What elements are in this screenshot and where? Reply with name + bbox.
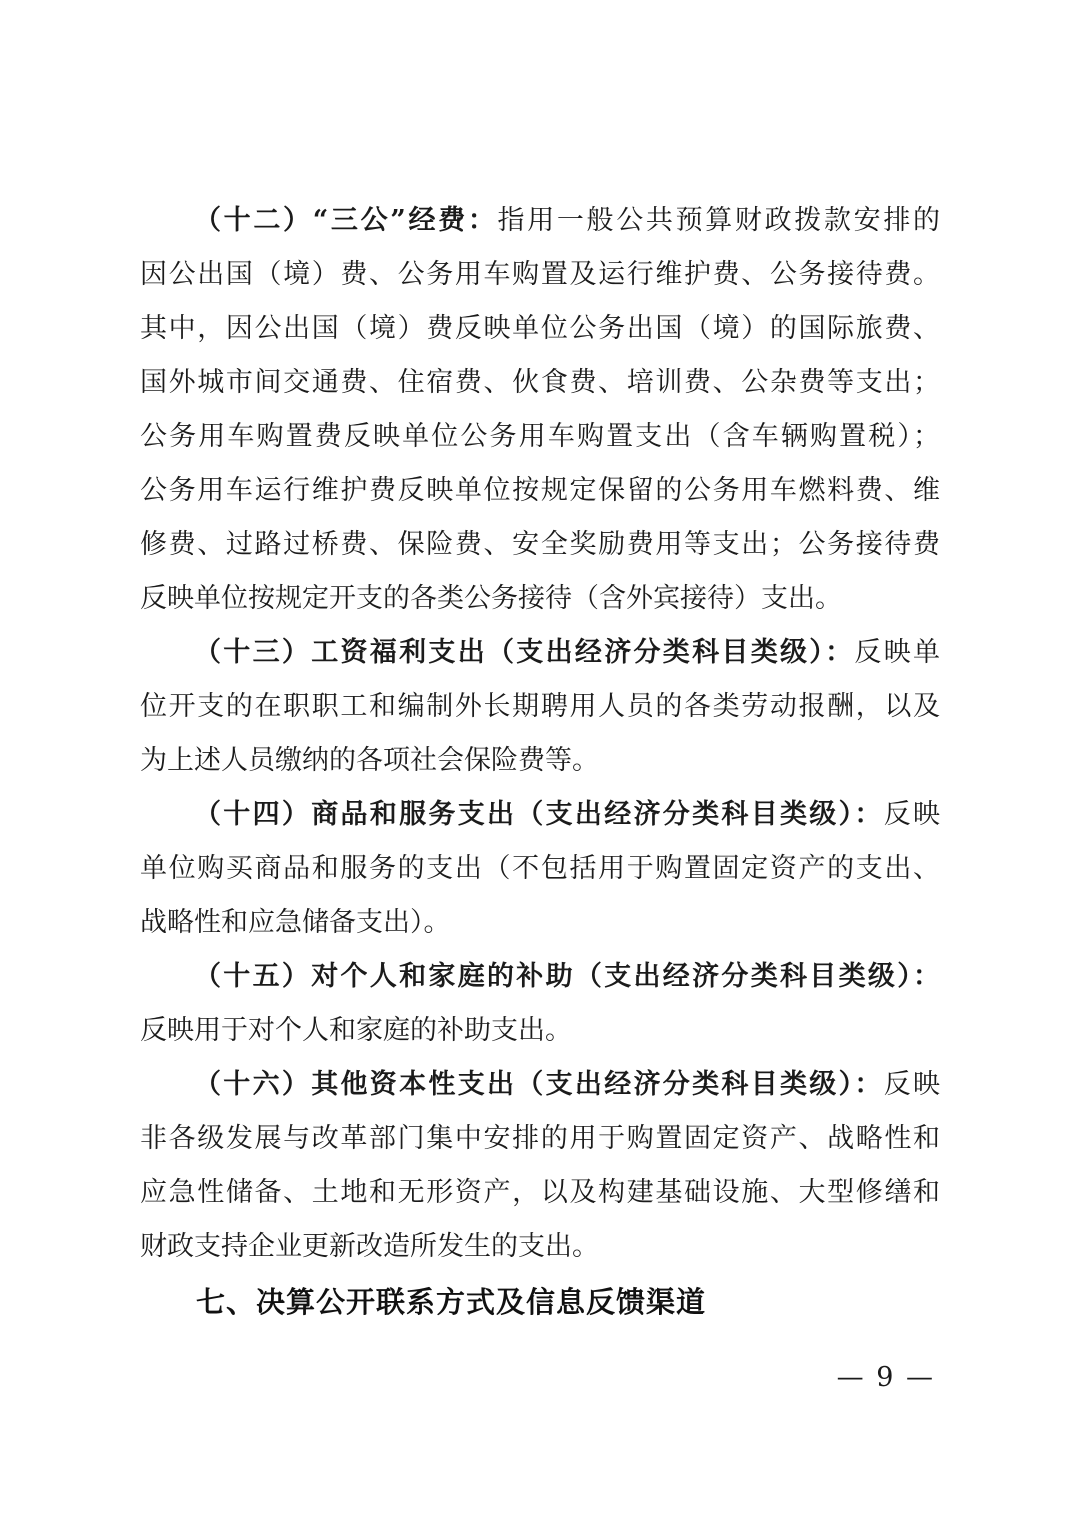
paragraph-line [140,572,940,626]
paragraph-line [140,356,940,410]
paragraph-line [140,1220,940,1274]
body-text: 公务用车运行维护费反映单位按规定保留的公务用车燃料费、维 [140,475,940,506]
body-text: 单位购买商品和服务的支出（不包括用于购置固定资产的支出、 [140,853,940,884]
body-text: 其中，因公出国（境）费反映单位公务出国（境）的国际旅费、 [140,313,940,344]
text-block [140,194,940,1330]
term-text: （十二）“三公”经费： [194,205,498,236]
body-text: 财政支持企业更新改造所发生的支出。 [140,1231,599,1262]
section-heading: 七、决算公开联系方式及信息反馈渠道 [196,1285,707,1319]
item-16-other-capital-expenditure [140,1058,940,1274]
body-text: 因公出国（境）费、公务用车购置及运行维护费、公务接待费。 [140,259,940,290]
item-15-subsidies-individuals-families [140,950,940,1058]
paragraph-line [140,1058,940,1112]
body-text: 反映 [883,1069,940,1100]
body-text: 修费、过路过桥费、保险费、安全奖励费用等支出；公务接待费 [140,529,940,560]
body-text: 位开支的在职职工和编制外长期聘用人员的各类劳动报酬，以及 [140,691,940,722]
body-text: 公务用车购置费反映单位公务用车购置支出（含车辆购置税）； [140,421,940,452]
paragraph-line [140,680,940,734]
page-number: — 9 — [836,1362,935,1393]
paragraph-line [140,302,940,356]
paragraph-line [140,896,940,950]
body-text: 指用一般公共预算财政拨款安排的 [497,205,940,236]
body-text: 为上述人员缴纳的各项社会保险费等。 [140,745,599,776]
body-text: 非各级发展与改革部门集中安排的用于购置固定资产、战略性和 [140,1123,940,1154]
item-14-goods-services-expenditure [140,788,940,950]
paragraph-line [140,194,940,248]
term-text: （十四）商品和服务支出（支出经济分类科目类级）： [194,799,884,830]
paragraph-line [140,248,940,302]
paragraph-line [140,734,940,788]
item-13-wage-welfare-expenditure [140,626,940,788]
paragraph-line [140,464,940,518]
paragraph-line [140,626,940,680]
paragraph-line [140,518,940,572]
term-text: （十六）其他资本性支出（支出经济分类科目类级）： [194,1069,884,1100]
body-text: 反映用于对个人和家庭的补助支出。 [140,1015,572,1046]
paragraph-line [140,788,940,842]
body-text: 应急性储备、土地和无形资产，以及构建基础设施、大型修缮和 [140,1177,940,1208]
paragraph-line [140,1112,940,1166]
paragraph-line [140,410,940,464]
paragraph-line [140,950,940,1004]
paragraph-line [140,1004,940,1058]
body-text: 反映单 [854,637,940,668]
term-text: （十五）对个人和家庭的补助（支出经济分类科目类级）： [194,961,940,992]
item-12-sangong-funds [140,194,940,626]
paragraph-line [140,842,940,896]
body-text: 反映 [883,799,940,830]
body-text: 国外城市间交通费、住宿费、伙食费、培训费、公杂费等支出； [140,367,940,398]
body-text: 反映单位按规定开支的各类公务接待（含外宾接待）支出。 [140,583,842,614]
paragraph-line [140,1166,940,1220]
term-text: （十三）工资福利支出（支出经济分类科目类级）： [194,637,855,668]
body-text: 战略性和应急储备支出）。 [140,907,451,938]
